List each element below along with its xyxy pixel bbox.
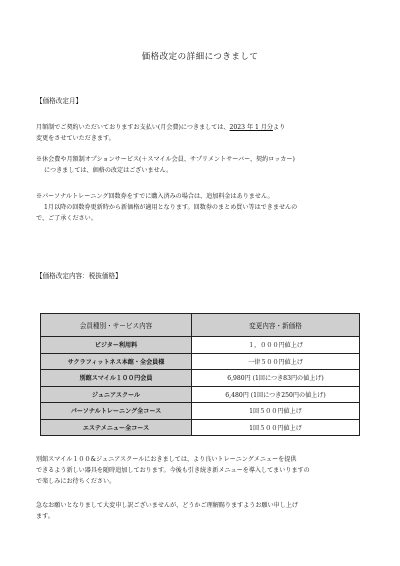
text-span: より [273,124,286,131]
text-line [36,122,371,133]
table-cell-service: ジュニアスクール [41,386,192,403]
text-line: ます。 [36,513,54,520]
table-cell-price: 一律５００円値上げ [192,353,360,370]
note-personal-training-paragraph [36,191,371,224]
price-table [40,313,360,436]
text-line: 別館スマイル１００&ジュニアスクールにおきましては、より良いトレーニングメニューを提供 [36,456,297,463]
table-row [41,386,360,403]
closing-paragraph-apology [36,500,371,522]
table-row [41,419,360,436]
text-span: 月額制でご契約いただいておりますお支払い(月会費)につきましては、 [36,124,230,131]
text-line: ※休会費や月額制オプションサービス(＋スマイル会員、サプリメントサーバー、契約ロッカー) [36,156,295,163]
table-cell-service: 別館スマイル１００円会員 [41,370,192,387]
table-cell-service: ビジター利用料 [41,337,192,354]
table-row [41,353,360,370]
text-line: 急なお願いとなりまして大変申し訳ございませんが、どうかご理解賜りますようお願い申し上げ [36,502,299,509]
header-cell-new-price: 変更内容・新価格 [192,314,360,337]
table-cell-price: 1回５００円値上げ [192,403,360,420]
table-cell-price: 6,480円 (1回につき250円の値上げ) [192,386,360,403]
table-cell-price: 1回５００円値上げ [192,419,360,436]
section-heading-revision-month: 【価格改定月】 [36,97,83,105]
text-line: で、ご了承ください。 [36,215,97,222]
table-cell-service: エステメニュー全コース [41,419,192,436]
table-row [41,337,360,354]
text-line: につきましては、価格の改定はございません。 [44,167,173,174]
page-title: 価格改定の詳細につきまして [141,52,259,62]
table-cell-price: １，０００円値上げ [192,337,360,354]
note-suspension-paragraph [36,154,371,176]
table-header-row [41,314,360,337]
revision-month-paragraph [36,122,371,144]
table-cell-service: サクラフィットネス本館・全会員様 [41,353,192,370]
text-line: 1月以降の回数券更新時から新価格が適用となります。回数券のまとめ買い等はできませんの [44,204,298,211]
effective-date: 2023 年 1 月分 [229,124,274,131]
table-row [41,370,360,387]
text-line: で楽しみにお待ちください。 [36,478,116,485]
header-cell-membership-type: 会員種別・サービス内容 [41,314,192,337]
text-line: ※パーソナルトレーニング回数券をすでに購入済みの場合は、追加料金はありません。 [36,193,274,200]
table-row [41,403,360,420]
text-line: 変更をさせていただきます。 [36,135,115,142]
text-line: できるよう新しい器具を随時追加しております。今後も引き続き新メニューを導入してまいりますの [36,467,310,474]
table-cell-service: パーソナルトレーニング全コース [41,403,192,420]
closing-paragraph-new-menu [36,454,371,487]
section-heading-price-details: 【価格改定内容：税抜価格】 [36,272,122,280]
table-cell-price: 6,980円 (1回につき83円の値上げ) [192,370,360,387]
